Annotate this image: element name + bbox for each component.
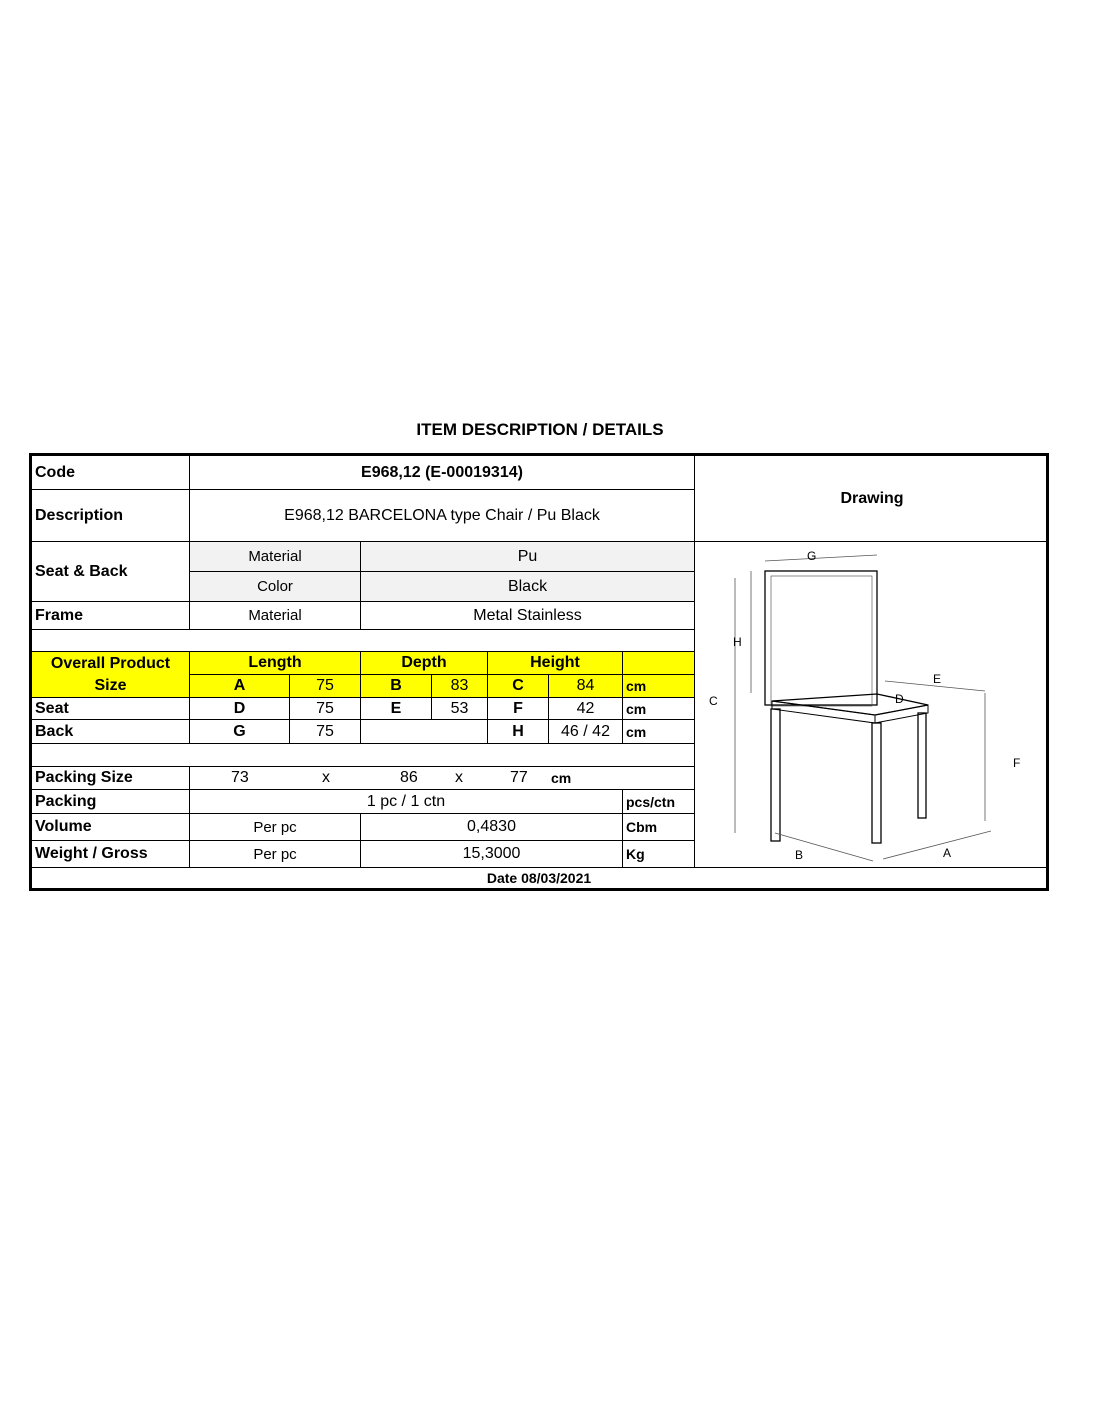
dim-f-letter: F	[488, 698, 549, 720]
document-title: ITEM DESCRIPTION / DETAILS	[416, 420, 664, 439]
chair-leg-front-left	[771, 709, 780, 841]
back-empty-cell	[361, 720, 488, 744]
length-header: Length	[190, 652, 361, 675]
drawing-header: Drawing	[695, 456, 1049, 542]
chair-backrest-outer	[765, 571, 877, 705]
dim-e-value: 53	[432, 698, 488, 720]
seat-back-color-label: Color	[190, 572, 361, 602]
height-header: Height	[488, 652, 623, 675]
packing-size-unit: cm	[551, 770, 572, 786]
dim-h-value: 46 / 42	[549, 720, 623, 744]
packing-size-x2: x	[455, 769, 463, 786]
drawing-label-b: B	[795, 848, 804, 862]
description-label: Description	[32, 490, 190, 542]
dim-a-value: 75	[290, 675, 361, 698]
packing-size-length: 73	[231, 769, 249, 786]
dim-c-value: 84	[549, 675, 623, 698]
drawing-label-e: E	[933, 672, 942, 686]
chair-backrest-inner	[771, 576, 872, 706]
date-row: Date 08/03/2021	[486, 870, 592, 886]
spacer-row	[32, 630, 695, 652]
drawing-label-h: H	[733, 635, 742, 649]
packing-size-x1: x	[322, 769, 330, 786]
dim-line-a	[883, 831, 991, 859]
dim-a-letter: A	[190, 675, 290, 698]
frame-material-value: Metal Stainless	[361, 602, 695, 630]
weight-per: Per pc	[190, 841, 361, 868]
dim-e-letter: E	[361, 698, 432, 720]
overall-size-label	[32, 652, 190, 698]
code-value: E968,12 (E-00019314)	[190, 456, 695, 490]
overall-size-label-line1: Overall Product	[50, 654, 171, 672]
dim-d-value: 75	[290, 698, 361, 720]
drawing-label-d: D	[895, 692, 904, 706]
weight-label: Weight / Gross	[32, 841, 190, 868]
overall-unit: cm	[623, 675, 695, 698]
volume-label: Volume	[32, 814, 190, 841]
packing-unit: pcs/ctn	[623, 790, 695, 814]
seat-unit: cm	[623, 698, 695, 720]
code-label: Code	[32, 456, 190, 490]
overall-unit-header	[623, 652, 695, 675]
depth-header: Depth	[361, 652, 488, 675]
back-unit: cm	[623, 720, 695, 744]
volume-per: Per pc	[190, 814, 361, 841]
volume-unit: Cbm	[623, 814, 695, 841]
packing-label: Packing	[32, 790, 190, 814]
dim-c-letter: C	[488, 675, 549, 698]
dim-line-b	[775, 833, 873, 861]
frame-label: Frame	[32, 602, 190, 630]
drawing-label-g: G	[807, 549, 817, 563]
dim-f-value: 42	[549, 698, 623, 720]
back-label: Back	[32, 720, 190, 744]
packing-size-height: 77	[510, 769, 528, 786]
spec-sheet	[29, 453, 1049, 891]
chair-leg-back-right	[918, 713, 926, 818]
dim-h-letter: H	[488, 720, 549, 744]
weight-unit: Kg	[623, 841, 695, 868]
dim-g-letter: G	[190, 720, 290, 744]
dim-b-value: 83	[432, 675, 488, 698]
drawing-label-a: A	[943, 846, 952, 860]
spacer-row-2	[32, 744, 695, 767]
chair-leg-front-right	[872, 723, 881, 843]
seat-back-material-label: Material	[190, 542, 361, 572]
chair-seat-front-edge	[772, 701, 875, 723]
dim-b-letter: B	[361, 675, 432, 698]
dim-g-value: 75	[290, 720, 361, 744]
description-value: E968,12 BARCELONA type Chair / Pu Black	[190, 490, 695, 542]
packing-value: 1 pc / 1 ctn	[190, 790, 623, 814]
drawing-label-c: C	[709, 694, 718, 708]
seat-back-label: Seat & Back	[32, 542, 190, 602]
chair-drawing	[695, 543, 1047, 867]
volume-value: 0,4830	[361, 814, 623, 841]
dim-line-g	[765, 555, 877, 561]
seat-back-color-value: Black	[361, 572, 695, 602]
drawing-label-f: F	[1013, 756, 1021, 770]
packing-size-width: 86	[400, 769, 418, 786]
seat-label: Seat	[32, 698, 190, 720]
seat-back-material-value: Pu	[361, 542, 695, 572]
chair-seat-side-edge	[875, 705, 928, 723]
packing-size-label: Packing Size	[32, 767, 190, 790]
dim-d-letter: D	[190, 698, 290, 720]
packing-size-value	[190, 767, 695, 790]
weight-value: 15,3000	[361, 841, 623, 868]
frame-material-label: Material	[190, 602, 361, 630]
overall-size-label-line2: Size	[94, 676, 127, 694]
